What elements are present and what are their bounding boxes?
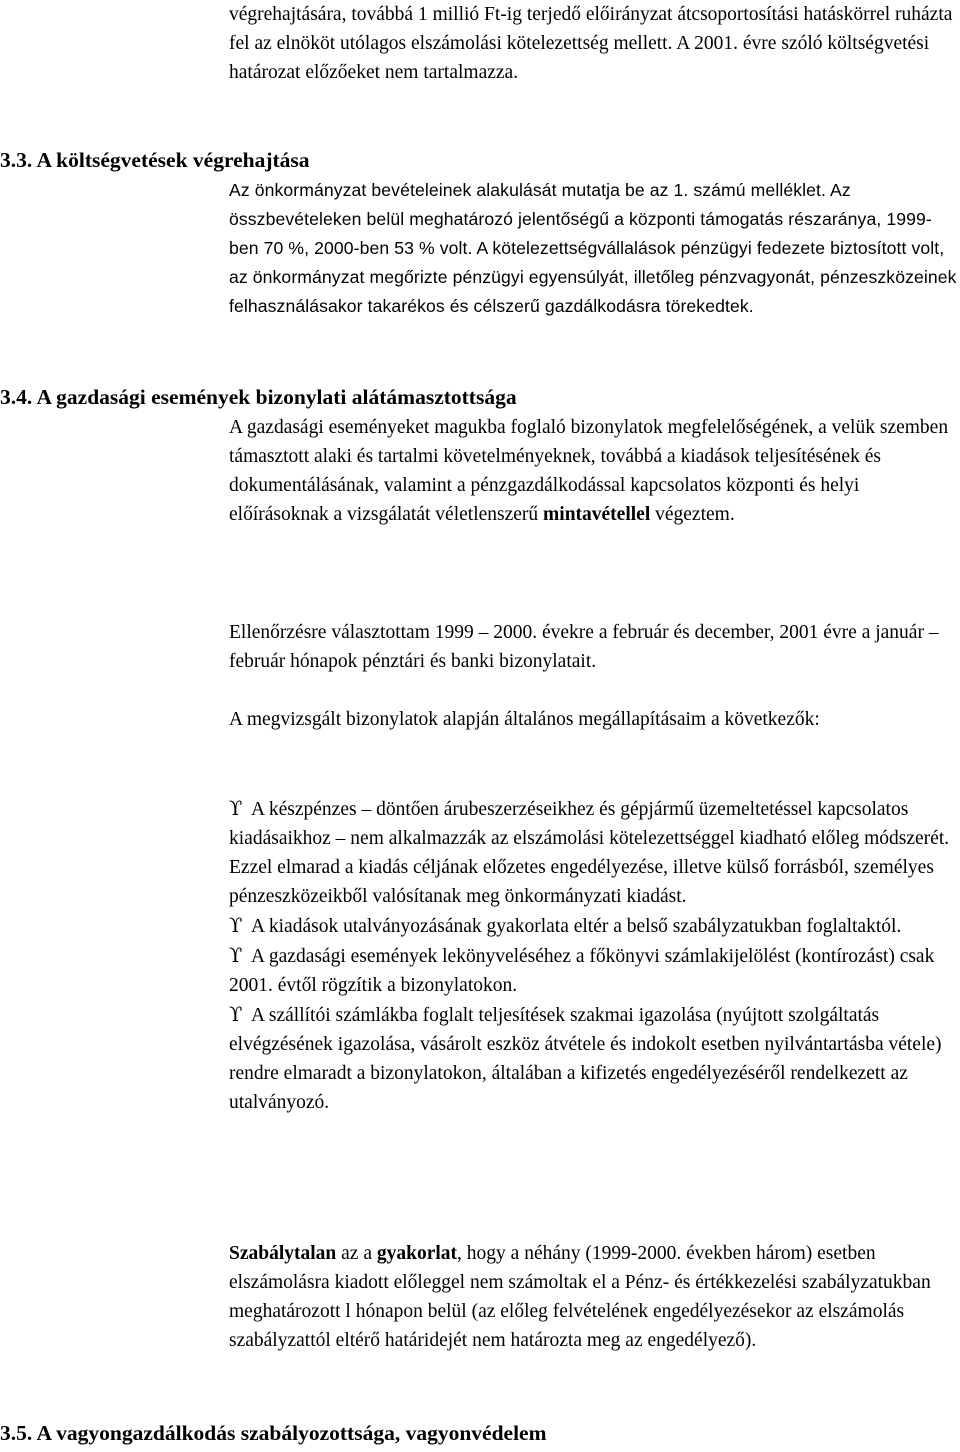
section-3-5-heading [0, 1419, 547, 1448]
intro-paragraph: végrehajtására, továbbá 1 millió Ft-ig terjedő előirányzat átcsoportosítási hatáskörrel ruházta fel az elnököt utólagos elszámolási kötelezettség mellett. A 2001. évre szóló költségvetési határozat előzőeket nem tartalmazza. [229, 4, 953, 83]
list-item-text: A kiadások utalványozásának gyakorlata eltér a belső szabályzatukban foglaltaktól. [251, 916, 902, 937]
list-item [229, 911, 957, 941]
paragraph-text: , hogy a néhány (1999-2000. években három) esetben elszámolásra kiadott előleggel nem számoltak el a Pénz- és értékkezelési szabályzatukban meghatározott l hónapon belül (az előleg felvételének engedélyezésekor az elszámolás szabályzattól eltérő határidejét nem határozta meg az engedélyező). [229, 1243, 931, 1351]
list-item-text: A szállítói számlákba foglalt teljesítések szakmai igazolása (nyújtott szolgáltatás elvégzésének igazolása, vásárolt eszköz átvétele és indokolt esetben nyilvántartásba vétele) rendre elmaradt a bizonylatokon, általában a kifizetés engedélyezéséről rendelkezett az utalványozó. [229, 1005, 942, 1113]
section-3-3-paragraph: Az önkormányzat bevételeinek alakulását mutatja be az 1. számú melléklet. Az összbevételeken belül meghatározó jelentőségű a központi támogatás részaránya, 1999-ben 70 %, 2000-ben 53 % volt. A kötelezettségvállalások pénzügyi fedezete biztosított volt, az önkormányzat megőrizte pénzügyi egyensúlyát, illetőleg pénzvagyonát, pénzeszközeinek felhasználásakor takarékos és célszerű gazdálkodásra törekedtek. [229, 180, 957, 316]
list-item [229, 794, 957, 911]
section-title: A költségvetések végrehajtása [36, 148, 310, 172]
section-number: 3.5. [0, 1421, 33, 1445]
section-3-4-heading [0, 383, 517, 412]
section-3-4-paragraph-3: A megvizsgált bizonylatok alapján általános megállapításaim a következők: [229, 709, 820, 730]
section-3-4-paragraph-1 [229, 413, 957, 529]
emphasis-text: Szabálytalan [229, 1243, 337, 1264]
list-item-text: A készpénzes – döntően árubeszerzéseikhez és gépjármű üzemeltetéssel kapcsolatos kiadásaikhoz – nem alkalmazzák az elszámolási kötelezettséggel kiadható előleg módszerét. Ezzel elmarad a kiadás céljának előzetes engedélyezése, illetve külső forrásból, személyes pénzeszközeikből valósítanak meg önkormányzati kiadást. [229, 799, 950, 907]
emphasis-text: mintavétellel [543, 504, 651, 525]
findings-list [229, 794, 957, 1117]
emphasis-text: gyakorlat [376, 1243, 458, 1264]
section-3-4-paragraph-2: Ellenőrzésre választottam 1999 – 2000. évekre a február és december, 2001 évre a január – február hónapok pénztári és banki bizonylatait. [229, 622, 939, 672]
bullet-icon: ϒ [229, 944, 243, 967]
section-3-3-heading [0, 146, 310, 175]
paragraph-text: A gazdasági eseményeket magukba foglaló bizonylatok megfelelőségének, a velük szemben támasztott alaki és tartalmi követelményeknek, továbbá a kiadások teljesítésének és dokumentálásának, valamint a pénzgazdálkodással kapcsolatos központi és helyi előírásoknak a vizsgálatát véletlenszerű [229, 417, 949, 525]
bullet-icon: ϒ [229, 914, 243, 937]
list-item [229, 941, 957, 1000]
section-title: A gazdasági események bizonylati alátámasztottsága [36, 385, 517, 409]
section-title: A vagyongazdálkodás szabályozottsága, vagyonvédelem [36, 1421, 547, 1445]
section-3-4-paragraph-4 [229, 1239, 957, 1355]
paragraph-text: végeztem. [650, 504, 735, 525]
bullet-icon: ϒ [229, 1003, 243, 1026]
section-number: 3.3. [0, 148, 33, 172]
list-item-text: A gazdasági események lekönyveléséhez a főkönyvi számlakijelölést (kontírozást) csak 2001. évtől rögzítik a bizonylatokon. [229, 946, 935, 996]
bullet-icon: ϒ [229, 797, 243, 820]
list-item [229, 1000, 957, 1117]
section-number: 3.4. [0, 385, 33, 409]
paragraph-text: az a [336, 1243, 377, 1264]
